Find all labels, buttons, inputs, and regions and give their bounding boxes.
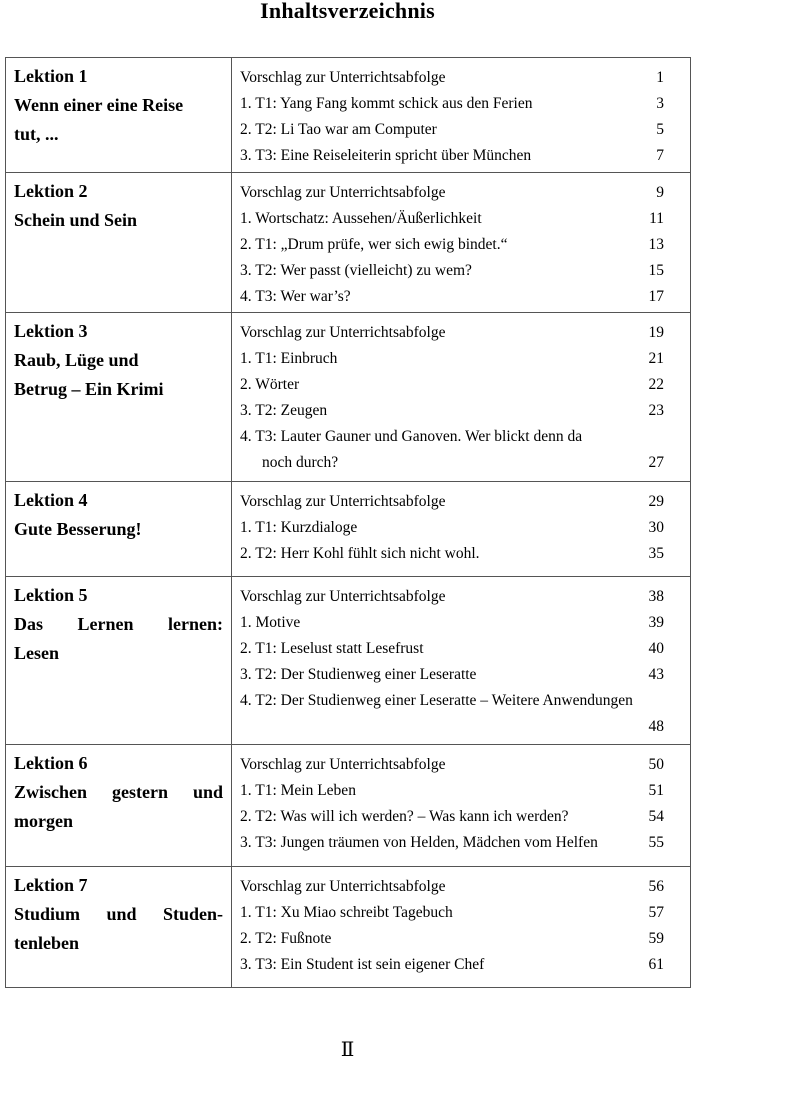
entry-page-number: 35 (648, 545, 664, 562)
entry-text: 3. T2: Zeugen (240, 402, 328, 419)
entry-text: 2. T1: Leselust statt Lesefrust (240, 640, 424, 657)
entry-page-number: 3 (656, 95, 664, 112)
entry-page-number: 29 (648, 493, 664, 510)
lesson-title-line: Raub, Lüge und (14, 350, 139, 370)
lesson-row (6, 482, 691, 577)
toc-entry (240, 232, 664, 258)
entry-text: Vorschlag zur Unterrichtsabfolge (240, 184, 446, 201)
entry-page-number: 48 (648, 718, 664, 735)
entry-text: 4. T3: Lauter Gauner und Ganoven. Wer blickt denn da (240, 428, 583, 445)
lesson-title-line: Das Lernen lernen: (14, 614, 223, 634)
toc-entry (240, 584, 664, 610)
entry-text: 2. Wörter (240, 376, 300, 393)
entry-page-number: 59 (648, 930, 664, 947)
lesson-entries-cell (232, 313, 691, 482)
entry-page-number: 43 (648, 666, 664, 683)
entry-text: 4. T3: Wer war’s? (240, 288, 351, 305)
entry-text: 3. T3: Ein Student ist sein eigener Chef (240, 956, 485, 973)
entry-text: 1. T1: Einbruch (240, 350, 338, 367)
toc-entry (240, 874, 664, 900)
entry-page-number: 15 (648, 262, 664, 279)
page-title: Inhaltsverzeichnis (260, 0, 435, 23)
toc-entry (240, 284, 664, 310)
lesson-title-line: tut, ... (14, 124, 59, 144)
toc-entry (240, 804, 664, 830)
entry-page-number: 54 (648, 808, 664, 825)
entry-page-number: 61 (648, 956, 664, 973)
toc-entry (240, 926, 664, 952)
entry-page-number: 23 (648, 402, 664, 419)
entry-text: 3. T2: Wer passt (vielleicht) zu wem? (240, 262, 472, 279)
entry-text: Vorschlag zur Unterrichtsabfolge (240, 588, 446, 605)
lesson-row (6, 745, 691, 867)
entry-page-number: 17 (648, 288, 664, 305)
entry-page-number: 30 (648, 519, 664, 536)
entry-page-number: 51 (648, 782, 664, 799)
entry-text: Vorschlag zur Unterrichtsabfolge (240, 69, 446, 86)
toc-entry (240, 117, 664, 143)
toc-entry (240, 258, 664, 284)
lesson-number: Lektion 5 (14, 585, 88, 605)
toc-entry (240, 424, 664, 450)
entry-text: 3. T2: Der Studienweg einer Leseratte (240, 666, 477, 683)
entry-text: Vorschlag zur Unterrichtsabfolge (240, 493, 446, 510)
entry-text: Vorschlag zur Unterrichtsabfolge (240, 324, 446, 341)
toc-entry (240, 900, 664, 926)
toc-body (6, 58, 691, 988)
toc-entry (240, 398, 664, 424)
entry-page-number: 19 (648, 324, 664, 341)
entry-page-number: 21 (648, 350, 664, 367)
lesson-row (6, 58, 691, 173)
entry-text: 1. Motive (240, 614, 301, 631)
lesson-number: Lektion 4 (14, 490, 88, 510)
toc-entry (240, 636, 664, 662)
entry-text: 2. T2: Was will ich werden? – Was kann ich werden? (240, 808, 569, 825)
entry-page-number: 11 (649, 210, 664, 227)
toc-entry (240, 346, 664, 372)
entry-page-number: 7 (656, 147, 664, 164)
entry-text: 4. T2: Der Studienweg einer Leseratte – Weitere Anwendungen (240, 692, 633, 709)
lesson-entries-cell (232, 482, 691, 577)
lesson-title-line: Gute Besserung! (14, 519, 142, 539)
entry-page-number: 55 (648, 834, 664, 851)
table-of-contents (5, 57, 691, 988)
lesson-number: Lektion 2 (14, 181, 88, 201)
lesson-row (6, 173, 691, 313)
toc-entry (240, 830, 664, 856)
lesson-title-line: morgen (14, 811, 73, 831)
entry-text: Vorschlag zur Unterrichtsabfolge (240, 756, 446, 773)
entry-page-number: 22 (648, 376, 664, 393)
lesson-entries-cell (232, 577, 691, 745)
lesson-row (6, 577, 691, 745)
lesson-title-cell (6, 867, 232, 988)
toc-entry (240, 515, 664, 541)
entry-text: Vorschlag zur Unterrichtsabfolge (240, 878, 446, 895)
lesson-title-cell (6, 482, 232, 577)
entry-page-number: 13 (648, 236, 664, 253)
lesson-entries-cell (232, 58, 691, 173)
entry-page-number: 9 (656, 184, 664, 201)
entry-text: 2. T1: „Drum prüfe, wer sich ewig bindet.“ (240, 236, 508, 253)
lesson-entries-cell (232, 745, 691, 867)
entry-text: 1. T1: Yang Fang kommt schick aus den Ferien (240, 95, 533, 112)
entry-text: 2. T2: Fußnote (240, 930, 332, 947)
lesson-entries-cell (232, 867, 691, 988)
entry-text: 1. T1: Mein Leben (240, 782, 356, 799)
lesson-number: Lektion 6 (14, 753, 88, 773)
lesson-row (6, 867, 691, 988)
lesson-title-line: Lesen (14, 643, 59, 663)
toc-entry (240, 778, 664, 804)
entry-text: 3. T3: Jungen träumen von Helden, Mädchen vom Helfen (240, 834, 598, 851)
entry-page-number: 57 (648, 904, 664, 921)
lesson-title-cell (6, 173, 232, 313)
toc-entry (240, 91, 664, 117)
entry-page-number: 39 (648, 614, 664, 631)
lesson-title-line: Studium und Studen- (14, 904, 223, 924)
entry-page-number: 27 (648, 454, 664, 471)
lesson-title-line: Betrug – Ein Krimi (14, 379, 164, 399)
entry-page-number: 1 (656, 69, 664, 86)
lesson-title-cell (6, 58, 232, 173)
lesson-number: Lektion 3 (14, 321, 88, 341)
toc-entry (240, 688, 664, 714)
entry-text: 3. T3: Eine Reiseleiterin spricht über München (240, 147, 532, 164)
entry-page-number: 38 (648, 588, 664, 605)
toc-entry (240, 541, 664, 567)
toc-entry (240, 450, 664, 476)
toc-entry (240, 143, 664, 169)
lesson-title-line: Schein und Sein (14, 210, 138, 230)
lesson-title-line: Zwischen gestern und (14, 782, 223, 802)
toc-entry (240, 206, 664, 232)
toc-entry (240, 610, 664, 636)
toc-entry (240, 752, 664, 778)
toc-entry (240, 662, 664, 688)
lesson-title-cell (6, 577, 232, 745)
page-number: Ⅱ (340, 1039, 355, 1061)
entry-text: 1. T1: Kurzdialoge (240, 519, 358, 536)
toc-entry (240, 489, 664, 515)
entry-text: 2. T2: Li Tao war am Computer (240, 121, 437, 138)
lesson-title-line: tenleben (14, 933, 79, 953)
entry-page-number: 40 (648, 640, 664, 657)
entry-page-number: 5 (656, 121, 664, 138)
entry-text: 2. T2: Herr Kohl fühlt sich nicht wohl. (240, 545, 480, 562)
entry-text: 1. Wortschatz: Aussehen/Äußerlichkeit (240, 210, 482, 227)
lesson-title-cell (6, 745, 232, 867)
toc-entry (240, 372, 664, 398)
lesson-row (6, 313, 691, 482)
toc-entry (240, 65, 664, 91)
lesson-title-cell (6, 313, 232, 482)
lesson-number: Lektion 1 (14, 66, 88, 86)
toc-entry (240, 952, 664, 978)
toc-entry (240, 320, 664, 346)
entry-page-number: 56 (648, 878, 664, 895)
lesson-title-line: Wenn einer eine Reise (14, 95, 184, 115)
entry-text: 1. T1: Xu Miao schreibt Tagebuch (240, 904, 453, 921)
entry-text: noch durch? (262, 454, 339, 471)
lesson-number: Lektion 7 (14, 875, 88, 895)
toc-entry (240, 714, 664, 740)
toc-entry (240, 180, 664, 206)
lesson-entries-cell (232, 173, 691, 313)
entry-page-number: 50 (648, 756, 664, 773)
